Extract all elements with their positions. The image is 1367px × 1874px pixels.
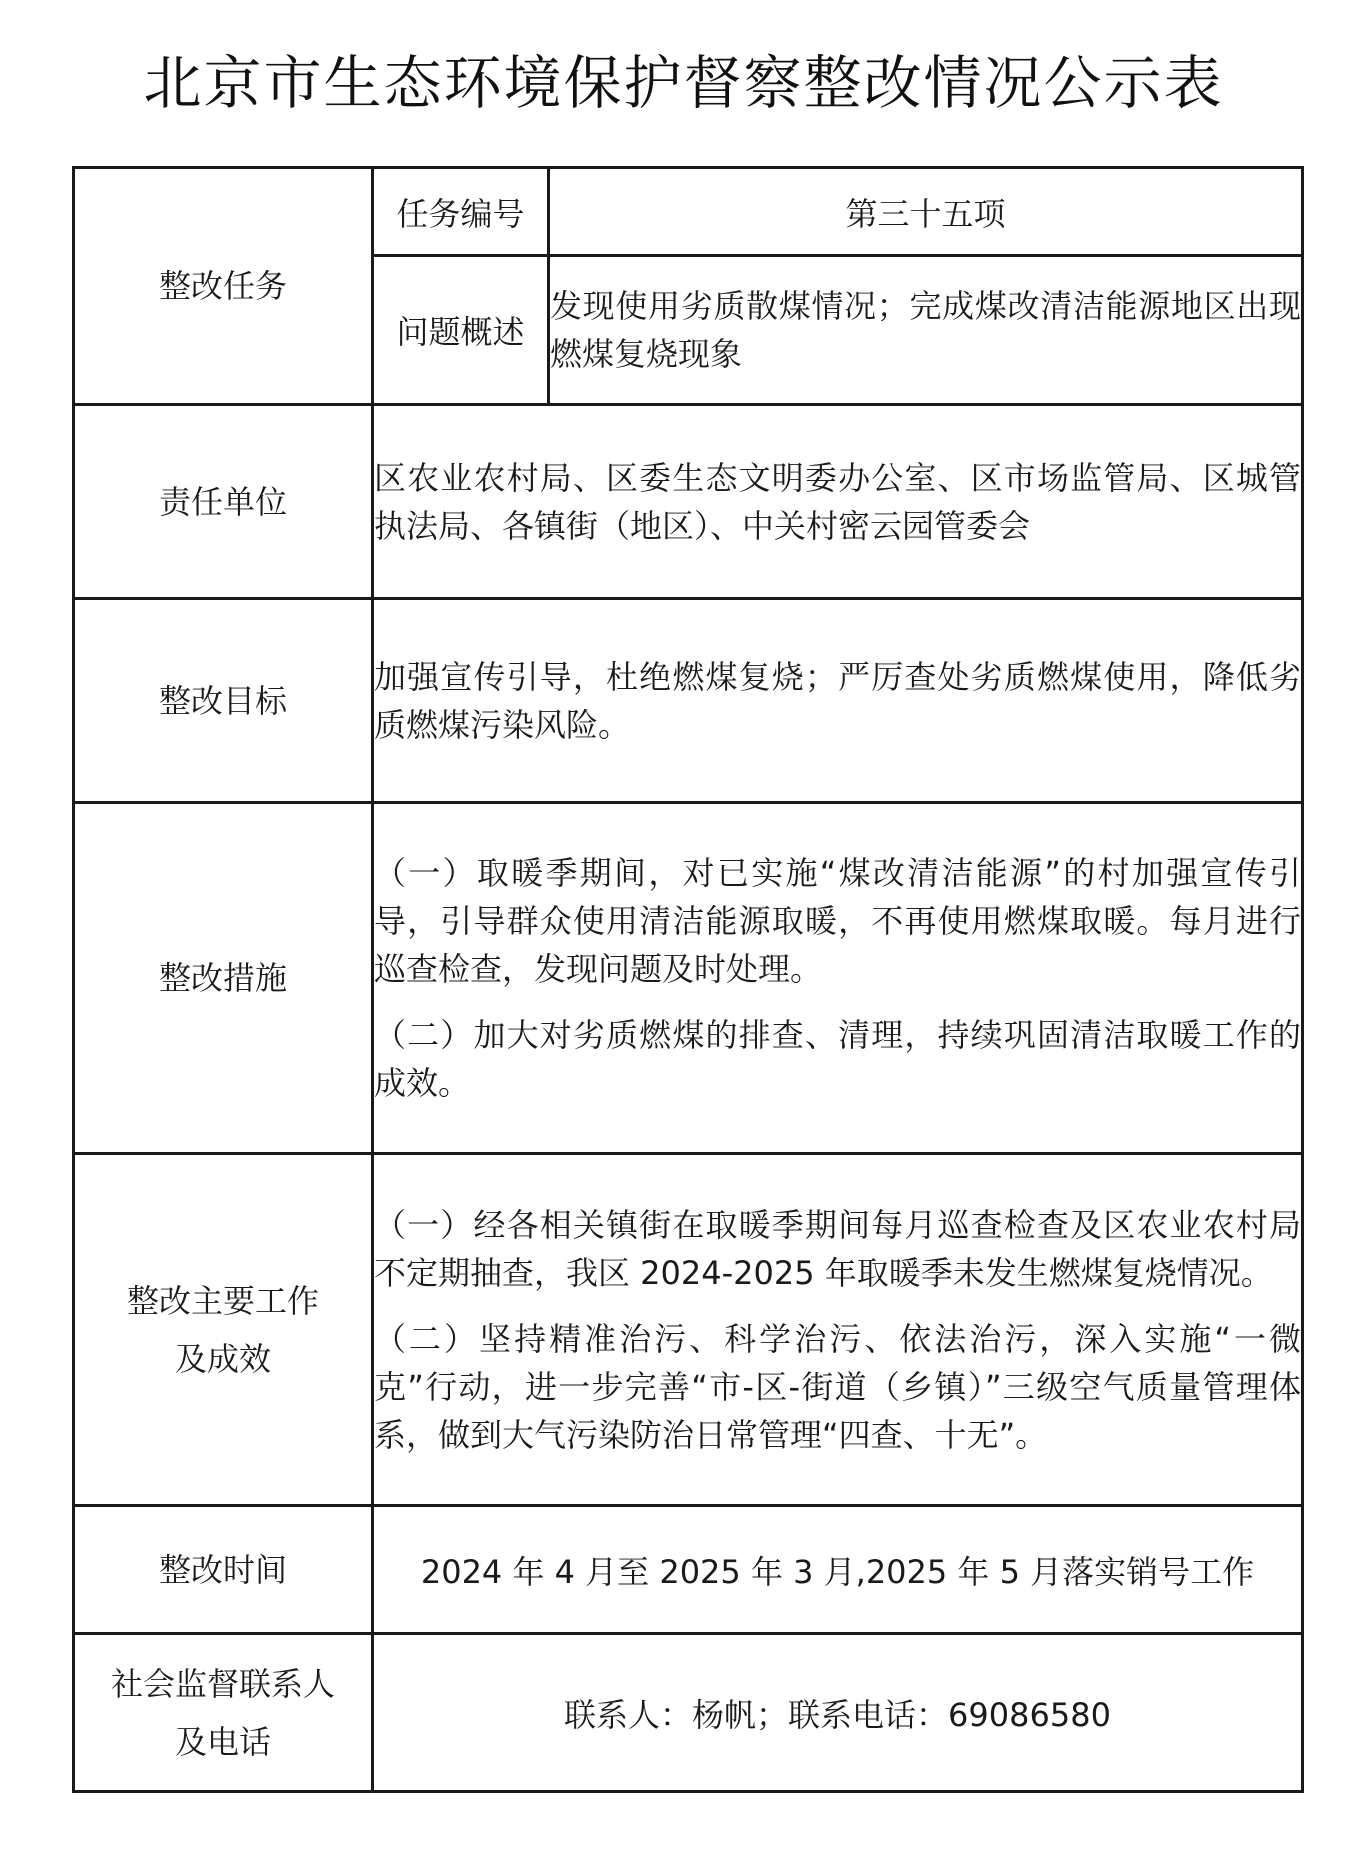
label-measures: 整改措施 — [74, 803, 373, 1154]
table-row-task-number — [74, 168, 1303, 256]
measures-paragraph-2: （二）加大对劣质燃煤的排查、清理，持续巩固清洁取暖工作的成效。 — [374, 1016, 1301, 1102]
table-row-measures — [74, 803, 1303, 1154]
label-results — [74, 1154, 373, 1506]
label-problem-summary: 问题概述 — [373, 256, 549, 405]
label-results-line2: 及成效 — [174, 1339, 271, 1378]
value-measures — [373, 803, 1303, 1154]
value-contact: 联系人：杨帆；联系电话：69086580 — [373, 1634, 1303, 1792]
label-results-line1: 整改主要工作 — [126, 1281, 319, 1320]
label-contact-line2: 及电话 — [174, 1722, 271, 1761]
table-row-responsible — [74, 405, 1303, 599]
value-results — [373, 1154, 1303, 1506]
label-contact — [74, 1634, 373, 1792]
table-row-time — [74, 1506, 1303, 1634]
table-row-contact — [74, 1634, 1303, 1792]
table-row-results — [74, 1154, 1303, 1506]
page-title: 北京市生态环境保护督察整改情况公示表 — [143, 49, 1224, 117]
value-goal: 加强宣传引导，杜绝燃煤复烧；严厉查处劣质燃煤使用，降低劣质燃煤污染风险。 — [373, 599, 1303, 803]
results-paragraph-2: （二）坚持精准治污、科学治污、依法治污，深入实施“一微克”行动，进一步完善“市-区-街道（乡镇）”三级空气质量管理体系，做到大气污染防治日常管理“四查、十无”。 — [374, 1319, 1301, 1454]
value-task-number: 第三十五项 — [549, 168, 1303, 256]
label-time: 整改时间 — [74, 1506, 373, 1634]
value-responsible-unit: 区农业农村局、区委生态文明委办公室、区市场监管局、区城管执法局、各镇街（地区）、中关村密云园管委会 — [373, 405, 1303, 599]
table-row-goal — [74, 599, 1303, 803]
label-task-number: 任务编号 — [373, 168, 549, 256]
label-responsible-unit: 责任单位 — [74, 405, 373, 599]
label-task: 整改任务 — [74, 168, 373, 405]
disclosure-table — [72, 166, 1304, 1793]
label-goal: 整改目标 — [74, 599, 373, 803]
value-problem-summary: 发现使用劣质散煤情况；完成煤改清洁能源地区出现燃煤复烧现象 — [549, 256, 1303, 405]
label-contact-line1: 社会监督联系人 — [110, 1664, 335, 1703]
results-paragraph-1: （一）经各相关镇街在取暖季期间每月巡查检查及区农业农村局不定期抽查，我区 2024-2025 年取暖季未发生燃煤复烧情况。 — [374, 1205, 1301, 1292]
value-time: 2024 年 4 月至 2025 年 3 月,2025 年 5 月落实销号工作 — [373, 1506, 1303, 1634]
measures-paragraph-1: （一）取暖季期间，对已实施“煤改清洁能源”的村加强宣传引导，引导群众使用清洁能源取暖，不再使用燃煤取暖。每月进行巡查检查，发现问题及时处理。 — [374, 854, 1301, 988]
